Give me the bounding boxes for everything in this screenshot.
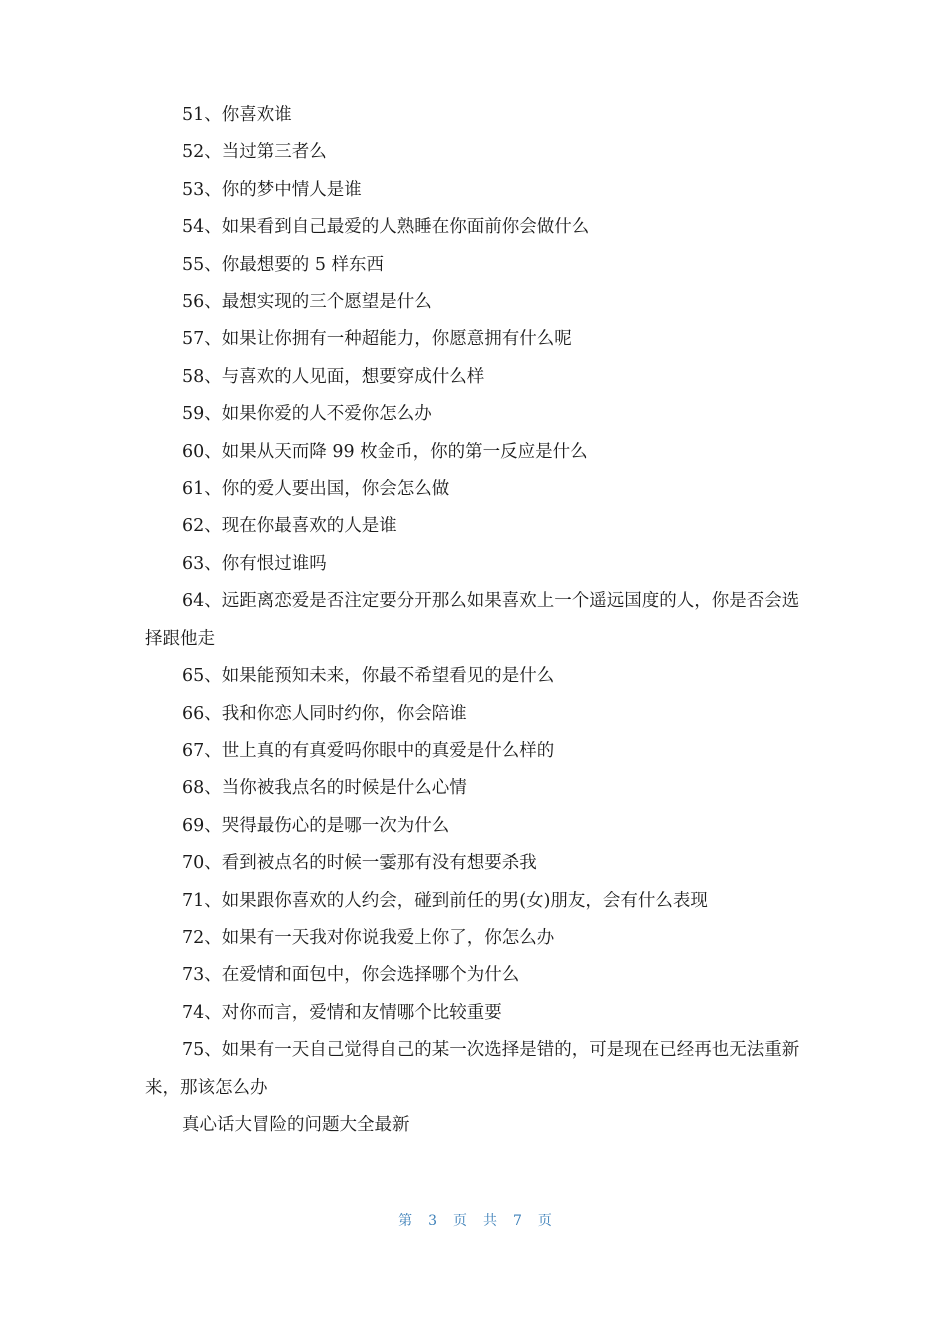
- list-item: 74、对你而言，爱情和友情哪个比较重要: [182, 1002, 502, 1023]
- list-item: 54、如果看到自己最爱的人熟睡在你面前你会做什么: [182, 217, 590, 238]
- list-item: 68、当你被我点名的时候是什么心情: [182, 778, 467, 799]
- list-item: 75、如果有一天自己觉得自己的某一次选择是错的，可是现在已经再也无法重新来，那该怎么办: [145, 1040, 800, 1098]
- list-item: 56、最想实现的三个愿望是什么: [182, 292, 432, 313]
- list-item: 60、如果从天而降 99 枚金币，你的第一反应是什么: [182, 441, 588, 462]
- list-item: 72、如果有一天我对你说我爱上你了，你怎么办: [182, 927, 555, 948]
- page-label: 页: [453, 1213, 467, 1229]
- list-item: 66、我和你恋人同时约你，你会陪谁: [182, 703, 467, 724]
- page-label: 第: [398, 1213, 413, 1229]
- current-page-number: 3: [428, 1213, 437, 1229]
- list-item: 62、现在你最喜欢的人是谁: [182, 516, 397, 537]
- page-label: 共: [483, 1213, 497, 1229]
- list-item: 61、你的爱人要出国，你会怎么做: [182, 479, 450, 500]
- list-item: 73、在爱情和面包中，你会选择哪个为什么: [182, 965, 520, 986]
- total-pages-number: 7: [513, 1213, 522, 1229]
- list-item: 70、看到被点名的时候一霎那有没有想要杀我: [182, 853, 537, 874]
- document-body: [145, 97, 805, 1144]
- list-item: 71、如果跟你喜欢的人约会，碰到前任的男(女)朋友，会有什么表现: [182, 890, 708, 911]
- list-item: 51、你喜欢谁: [182, 105, 292, 125]
- list-item: 52、当过第三者么: [182, 142, 327, 163]
- section-heading: 真心话大冒险的问题大全最新: [182, 1114, 410, 1135]
- list-item: 58、与喜欢的人见面，想要穿成什么样: [182, 366, 485, 387]
- list-item: 55、你最想要的 5 样东西: [182, 254, 385, 275]
- list-item: 53、你的梦中情人是谁: [182, 179, 362, 200]
- list-item: 69、哭得最伤心的是哪一次为什么: [182, 815, 450, 836]
- page-footer: [0, 1210, 950, 1230]
- list-item: 64、远距离恋爱是否注定要分开那么如果喜欢上一个遥远国度的人，你是否会选择跟他走: [145, 591, 800, 649]
- list-item: 67、世上真的有真爱吗你眼中的真爱是什么样的: [182, 740, 555, 761]
- page-label: 页: [537, 1213, 552, 1229]
- list-item: 65、如果能预知未来，你最不希望看见的是什么: [182, 666, 555, 687]
- list-item: 59、如果你爱的人不爱你怎么办: [182, 404, 432, 425]
- list-item: 63、你有恨过谁吗: [182, 553, 327, 574]
- list-item: 57、如果让你拥有一种超能力，你愿意拥有什么呢: [182, 329, 572, 350]
